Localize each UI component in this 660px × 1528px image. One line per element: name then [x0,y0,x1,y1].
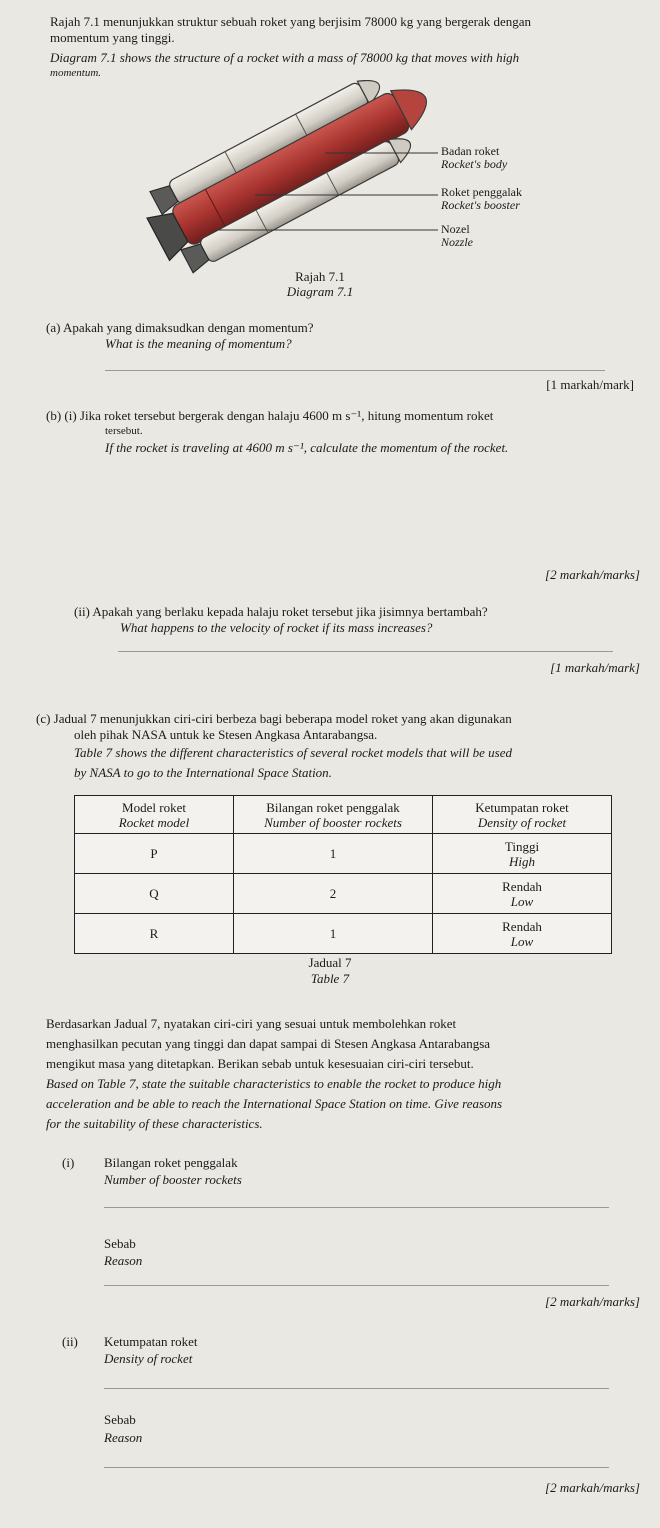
header-english: Density of rocket [477,814,567,830]
table-cell-model: R [75,914,234,954]
answer-line-c-ii[interactable] [104,1388,609,1389]
table-caption-malay: Jadual 7 [308,955,352,970]
question-c-english-1: Table 7 shows the different characteristics of several rocket models that will be used [74,745,512,760]
question-b-i-malay-2: tersebut. [105,425,143,437]
density-english: Low [510,933,534,949]
question-b-i-english: If the rocket is traveling at 4600 m s⁻¹, calculate the momentum of the rocket. [105,440,509,455]
table-header-cell [75,796,234,834]
header-malay: Bilangan roket penggalak [266,799,400,815]
marks-c-i: [2 markah/marks] [545,1294,640,1309]
question-c-english-2: by NASA to go to the International Space Station. [74,765,332,780]
answer-line-c-i-reason[interactable] [104,1285,609,1286]
density-malay: Rendah [502,878,542,894]
marks-c-ii: [2 markah/marks] [545,1480,640,1495]
diagram-caption-malay: Rajah 7.1 [295,269,345,284]
label-nozzle-malay: Nozel [441,222,470,236]
table-row [75,834,612,874]
marks-b-i: [2 markah/marks] [545,567,640,582]
question-a-malay: (a) Apakah yang dimaksudkan dengan momentum? [46,320,314,335]
answer-line-c-i[interactable] [104,1207,609,1208]
label-nozzle-english: Nozzle [441,235,474,249]
question-b-i-malay-1: (b) (i) Jika roket tersebut bergerak dengan halaju 4600 m s⁻¹, hitung momentum roket [46,408,494,423]
label-body-english: Rocket's body [441,157,508,171]
table-cell-density [433,914,612,954]
density-malay: Tinggi [504,838,540,854]
table-row [75,874,612,914]
answer-line-a[interactable] [105,370,605,371]
rocket-models-table [74,795,612,954]
part-ii-reason-english: Reason [104,1430,143,1445]
based-malay-3: mengikut masa yang ditetapkan. Berikan sebab untuk kesesuaian ciri-ciri tersebut. [46,1056,474,1071]
table-header-row [75,796,612,834]
header-english: Number of booster rockets [264,814,402,830]
part-ii-reason-malay: Sebab [104,1412,136,1427]
label-booster-malay: Roket penggalak [441,185,522,199]
diagram-caption-english: Diagram 7.1 [286,284,354,299]
intro-english-line-1: Diagram 7.1 shows the structure of a rocket with a mass of 78000 kg that moves with high [50,50,520,65]
density-english: High [509,853,535,869]
header-english: Rocket model [118,814,190,830]
density-english: Low [510,893,534,909]
table-row [75,914,612,954]
based-malay-1: Berdasarkan Jadual 7, nyatakan ciri-ciri yang sesuai untuk membolehkan roket [46,1016,457,1031]
question-b-ii-malay: (ii) Apakah yang berlaku kepada halaju roket tersebut jika jisimnya bertambah? [74,604,488,619]
part-i-english: Number of booster rockets [104,1172,242,1187]
part-i-malay: Bilangan roket penggalak [104,1155,238,1170]
based-english-3: for the suitability of these characteristics. [46,1116,263,1131]
rocket-diagram [0,80,660,280]
label-booster-english: Rocket's booster [441,198,520,212]
header-malay: Model roket [122,799,186,815]
intro-malay-line-2: momentum yang tinggi. [50,30,175,45]
answer-line-b-ii[interactable] [118,651,613,652]
table-cell-density [433,874,612,914]
table-cell-boosters: 2 [234,874,433,914]
table-cell-boosters: 1 [234,834,433,874]
marks-a: [1 markah/mark] [546,377,634,392]
answer-line-c-ii-reason[interactable] [104,1467,609,1468]
question-c-malay-2: oleh pihak NASA untuk ke Stesen Angkasa Antarabangsa. [74,727,378,742]
label-body-malay: Badan roket [441,144,500,158]
based-malay-2: menghasilkan pecutan yang tinggi dan dapat sampai di Stesen Angkasa Antarabangsa [46,1036,491,1051]
header-malay: Ketumpatan roket [475,799,569,815]
table-caption-english: Table 7 [310,971,350,986]
table-cell-density [433,834,612,874]
based-english-1: Based on Table 7, state the suitable characteristics to enable the rocket to produce high [46,1076,502,1091]
intro-english-line-2: momentum. [50,67,102,79]
table-cell-model: P [75,834,234,874]
based-english-2: acceleration and be able to reach the International Space Station on time. Give reasons [46,1096,503,1111]
part-ii-number: (ii) [62,1334,78,1349]
question-c-malay-1: (c) Jadual 7 menunjukkan ciri-ciri berbeza bagi beberapa model roket yang akan digunakan [36,711,512,726]
table-header-cell [234,796,433,834]
part-i-number: (i) [62,1155,75,1170]
table-cell-model: Q [75,874,234,914]
part-i-reason-malay: Sebab [104,1236,136,1251]
part-i-reason-english: Reason [104,1253,143,1268]
density-malay: Rendah [502,918,542,934]
part-ii-english: Density of rocket [104,1351,193,1366]
table-header-cell [433,796,612,834]
table-cell-boosters: 1 [234,914,433,954]
question-a-english: What is the meaning of momentum? [105,336,292,351]
intro-malay-line-1: Rajah 7.1 menunjukkan struktur sebuah roket yang berjisim 78000 kg yang bergerak dengan [50,14,532,29]
marks-b-ii: [1 markah/mark] [550,660,640,675]
part-ii-malay: Ketumpatan roket [104,1334,198,1349]
question-b-ii-english: What happens to the velocity of rocket if its mass increases? [120,620,433,635]
